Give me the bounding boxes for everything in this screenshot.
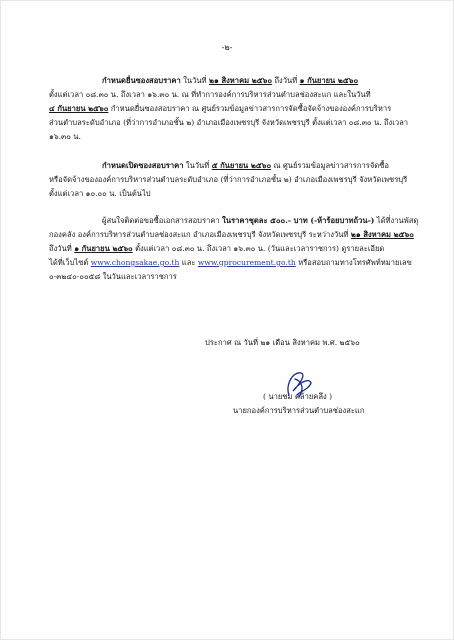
signer-name: ( นายชม คล้ายคลึง )	[263, 392, 333, 401]
sec2-label: กำหนดเปิดซองสอบราคา	[102, 161, 184, 170]
sec1-label: กำหนดยื่นซองสอบราคา	[102, 76, 181, 85]
signer-position: นายกองค์การบริหารส่วนตำบลช่องสะแก	[233, 406, 365, 415]
sec1-line2: ตั้งแต่เวลา ๐๘.๓๐ น. ถึงเวลา ๑๖.๓๐ น. ณ ที่ทำการองค์การบริหารส่วนตำบลช่องสะแก และในวันที่	[49, 90, 371, 99]
sec2-line1: กำหนดเปิดซองสอบราคา ในวันที่ ๕ กันยายน ๒๕๖๐ ณ ศูนย์รวมข้อมูลข่าวสารการจัดซื้อ	[102, 161, 389, 170]
sec3-date-start: ๒๑ สิงหาคม ๒๕๖๐	[350, 230, 414, 239]
sec1-date-end: ๑ กันยายน ๒๕๖๐	[299, 76, 359, 85]
sec3-price: ในราคาชุดละ ๕๐๐.- บาท (-ห้าร้อยบาทถ้วน-)	[222, 216, 375, 225]
sec2-line3: ตั้งแต่เวลา ๑๐.๐๐ น. เป็นต้นไป	[49, 189, 151, 198]
sec3-line5: ๐-๓๒๔๐-๐๐๕๘ ในวันและเวลาราชการ	[49, 272, 177, 281]
website-link-chongsakae[interactable]: www.chongsakae.go.th	[90, 258, 180, 267]
sec2-date: ๕ กันยายน ๒๕๖๐	[211, 161, 272, 170]
website-link-gprocurement[interactable]: www.gprocurement.go.th	[197, 258, 296, 267]
sec3-line4: ได้ที่เว็บไซต์ www.chongsakae.go.th และ www.gprocurement.go.th หรือสอบถามทางโทรศัพท์หมายเลข	[49, 258, 412, 267]
sec3-line3: ถึงวันที่ ๑ กันยายน ๒๕๖๐ ตั้งแต่เวลา ๐๘.๓๐ น. ถึงเวลา ๑๖.๓๐ น. (วันและเวลาราชการ) ดูรายละเอียด	[49, 244, 385, 253]
sec1-date-start: ๒๑ สิงหาคม ๒๕๖๐	[208, 76, 273, 85]
announcement-date: ประกาศ ณ วันที่ ๒๑ เดือน สิงหาคม พ.ศ. ๒๕๖๐	[205, 338, 360, 347]
sec1-line4: ส่วนตำบลระดับอำเภอ (ที่ว่าการอำเภอชั้น ๒) อำเภอเมืองเพชรบุรี จังหวัดเพชรบุรี ตั้งแต่เวลา ๐๘.๓๐ น. ถึงเวลา	[49, 118, 409, 127]
sec1-line1: กำหนดยื่นซองสอบราคา ในวันที่ ๒๑ สิงหาคม ๒๕๖๐ ถึงวันที่ ๑ กันยายน ๒๕๖๐	[102, 76, 359, 85]
page-number: -๒-	[221, 43, 233, 52]
sec1-line5: ๑๖.๓๐ น.	[49, 132, 81, 141]
sec3-line1: ผู้สนใจติดต่อขอซื้อเอกสารสอบราคา ในราคาชุดละ ๕๐๐.- บาท (-ห้าร้อยบาทถ้วน-) ได้ที่งานพัสดุ	[102, 216, 419, 225]
sec3-line2: กองคลัง องค์การบริหารส่วนตำบลช่องสะแก อำเภอเมืองเพชรบุรี จังหวัดเพชรบุรี ระหว่างวันที่ ๒๑ สิงหาคม ๒๕๖๐	[49, 230, 414, 239]
sec3-date-end: ๑ กันยายน ๒๕๖๐	[74, 244, 133, 253]
sec2-line2: หรือจัดจ้างขององค์การบริหารส่วนตำบลระดับอำเภอ (ที่ว่าการอำเภอชั้น ๒) อำเภอเมืองเพชรบุรี จังหวัดเพชรบุรี	[49, 175, 408, 184]
sec1-date-submit: ๔ กันยายน ๒๕๖๐	[49, 104, 109, 113]
sec1-line3: ๔ กันยายน ๒๕๖๐ กำหนดยื่นซองสอบราคา ณ ศูนย์รวมข้อมูลข่าวสารการจัดซื้อจัดจ้างขององค์การบริหาร	[49, 104, 392, 113]
